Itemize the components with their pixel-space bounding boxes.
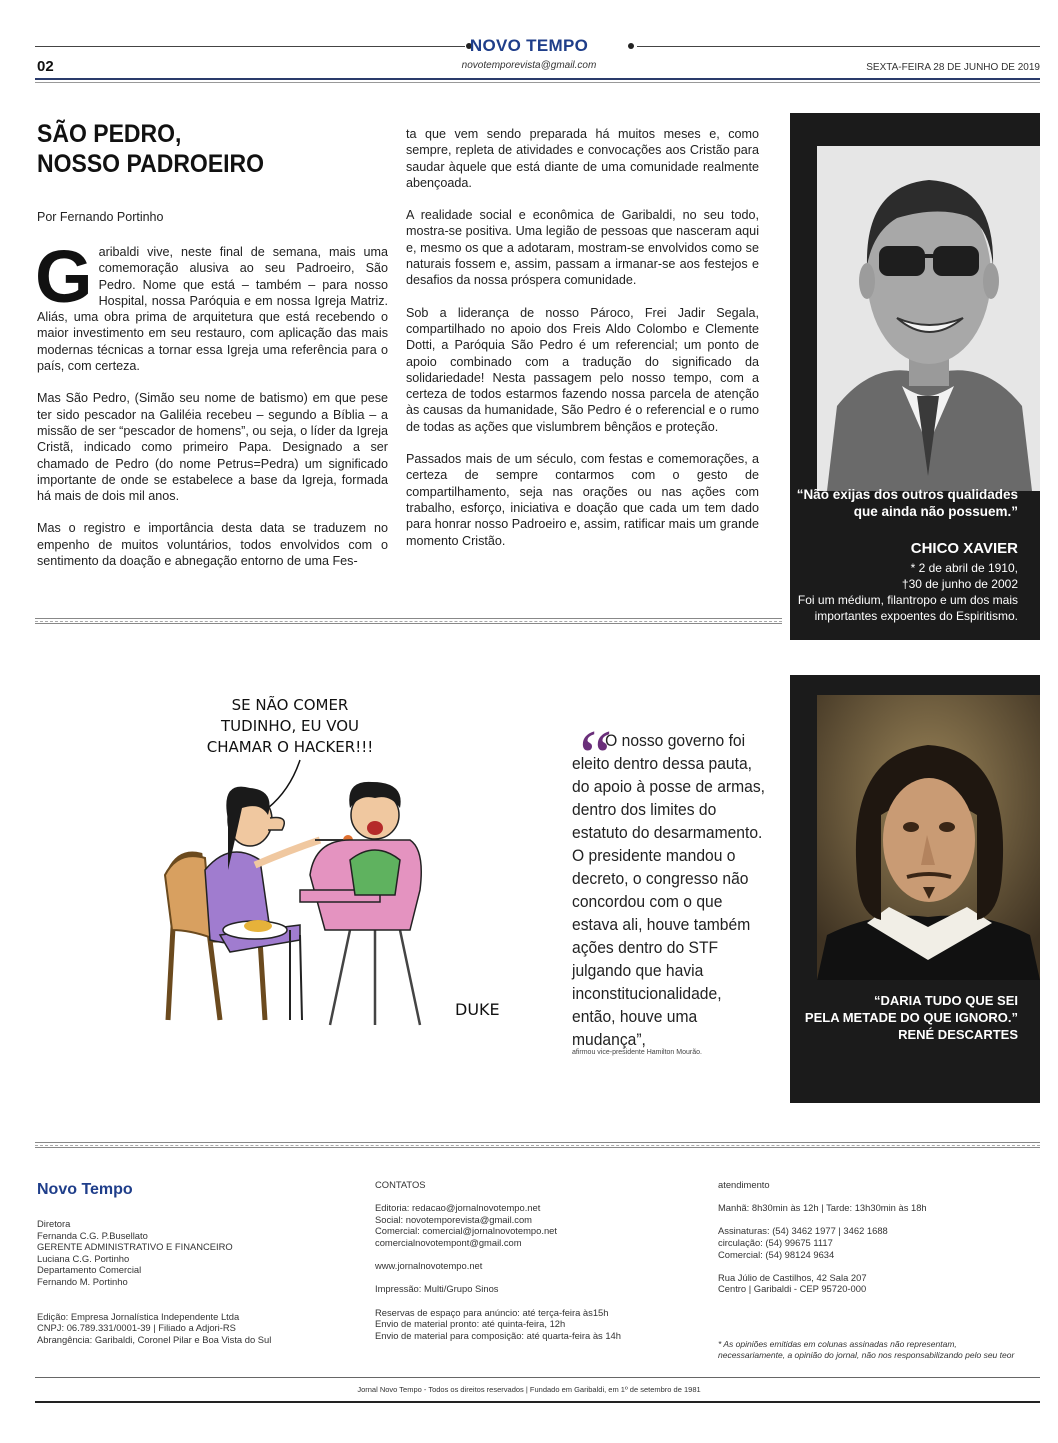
portrait-painting — [817, 695, 1040, 980]
chico-xavier-bio: * 2 de abril de 1910, †30 de junho de 2002 Foi um médium, filantropo e um dos mais importantes expoentes do Espiritismo. — [797, 561, 1018, 623]
cartoon-drawing — [150, 690, 520, 1035]
footer-staff: Diretora Fernanda C.G. P.Busellato GERENTE ADMINISTRATIVO E FINANCEIRO Luciana C.G. Portinho Departamento Comercial Fernando M. Portinho Edição: Empresa Jornalística Independente Ltda CNPJ: 06.789.331/0001-39 | Filiado a Adjori-RS Abrangência: Garibaldi, Coronel Pilar e Boa Vista do Sul — [37, 1218, 272, 1345]
cartoon-speech-line3: CHAMAR O HACKER!!! — [206, 738, 374, 756]
article-paragraph: Sob a liderança de nosso Pároco, Frei Jadir Segala, compartilhado no apoio dos Freis Aldo Colombo e Clemente Dotti, a Paróquia São Pedro é um referencial; um ponto de apoio combinado com a tradução do significado da solidariedade! Nesta passagem pelo nosso tempo, com a certeza de todos estarmos fazendo nossa parcela de atenção às causas da humanidade, São Pedro é o referencial e o rumo de todas as ações que vislumbrem bênçãos e proteção. — [406, 305, 759, 434]
article-paragraph: A realidade social e econômica de Garibaldi, no seu todo, mostra-se positiva. Uma legião de pessoas que nasceram aqui e, mesmo os que a adotaram, mostram-se envolvidos como se naturais fossem e, assim, passam a irmanar-se aos festejos e desafios da nossa próspera comunidade. — [406, 208, 759, 288]
article-title-line2: NOSSO PADROEIRO — [37, 150, 265, 178]
article-title-line1: SÃO PEDRO, — [37, 120, 182, 148]
drop-cap: G — [35, 235, 93, 318]
descartes-portrait — [817, 695, 1040, 980]
cartoon-signature: DUKE — [455, 1000, 500, 1019]
pull-quote-attribution: afirmou vice-presidente Hamilton Mourão. — [572, 1049, 702, 1056]
footer-brand: Novo Tempo — [37, 1181, 133, 1198]
footer-service: atendimento Manhã: 8h30min às 12h | Tarde: 13h30min às 18h Assinaturas: (54) 3462 1977 | 3462 1688 circulação: (54) 99675 1117 Comercial: (54) 98124 9634 Rua Júlio de Castilhos, 42 Sala 207 Centro | Garibaldi - CEP 95720-000 — [718, 1179, 927, 1295]
header-rule-thin — [35, 82, 1040, 83]
pull-quote — [572, 729, 765, 1051]
footer-copyright: Jornal Novo Tempo - Todos os direitos reservados | Fundado em Garibaldi, em 1º de setembro de 1981 — [357, 1385, 701, 1394]
cartoon-speech-line2: TUDINHO, EU VOU — [221, 717, 359, 735]
footer-divider — [35, 1142, 1040, 1148]
editorial-cartoon — [150, 690, 520, 1035]
portrait-photo — [817, 146, 1040, 491]
article-title — [37, 119, 359, 179]
page-number: 02 — [37, 58, 54, 75]
section-divider — [35, 618, 782, 624]
footer-rule-top — [35, 1377, 1040, 1378]
article-paragraph: Mas São Pedro, (Simão seu nome de batismo) em que pese ter sido pescador na Galiléia recebeu – segundo a Bíblia – a missão de ser “pescador de homens”, ou seja, o líder da Igreja Cristã, indicado como primeiro Papa. Designado a ser chamado de Pedro (do nome Petrus=Pedra) um significado importante de onde se estabelece a base da Igreja, formada há mais de dois mil anos. — [37, 391, 388, 504]
footer-contacts: CONTATOS Editoria: redacao@jornalnovotempo.net Social: novotemporevista@gmail.com Comercial: comercial@jornalnovotempo.net comercialnovotempont@gmail.com www.jornalnovotempo.net Impressão: Multi/Grupo Sinos Reservas de espaço para anúncio: até terça-feira às15h Envio de material pronto: até quinta-feira, 12h Envio de material para composição: até quarta-feira às 14h — [375, 1179, 621, 1341]
cartoon-speech-line1: SE NÃO COMER — [231, 696, 349, 714]
article-paragraph: ta que vem sendo preparada há muitos meses e, como sempre, repleta de atividades e convocações aos Cristão para saudar àquele que está diante de uma comunidade realmente abençoada. — [406, 127, 759, 190]
article-column-1 — [35, 235, 388, 585]
chico-xavier-name: CHICO XAVIER — [910, 540, 1018, 557]
article-paragraph: Passados mais de um século, com festas e comemorações, a certeza de sempre contarmos com o gesto de compartilhamento, seja nas orações ou nas ações com trabalho, esforço, iniciativa e doação que cada um tem dado para honrar nosso Padroeiro e, assim, ratificar mais um grande momento Cristão. — [406, 452, 759, 548]
footer-website-link[interactable]: www.jornalnovotempo.net — [375, 1260, 483, 1272]
footer-contacts-heading: CONTATOS — [375, 1179, 426, 1190]
quote-mark-icon: “ — [572, 716, 614, 798]
footer-email-link[interactable]: Editoria: redacao@jornalnovotempo.net — [375, 1202, 541, 1214]
footer-email-link[interactable]: Social: novotemporevista@gmail.com — [375, 1213, 532, 1225]
footer-service-heading: atendimento — [718, 1179, 770, 1190]
footer-rule-bottom — [35, 1401, 1040, 1403]
article-paragraph: Garibaldi vive, neste final de semana, mais uma comemoração alusiva ao seu Padroeiro, São Pedro. Nome que está – também – para nosso Hospital, nossa Paróquia e em nossa Igreja Matriz. Aliás, uma obra prima de arquitetura que está recebendo o maior investimento em seu restauro, com aplicação das mais modernas técnicas a tornar essa Igreja uma referência para o país, com certeza. — [35, 235, 388, 374]
descartes-quote: “DARIA TUDO QUE SEI PELA METADE DO QUE IGNORO.” RENÉ DESCARTES — [804, 993, 1018, 1042]
article-column-2 — [406, 126, 759, 565]
chico-xavier-portrait — [817, 146, 1040, 491]
issue-date: SEXTA-FEIRA 28 DE JUNHO DE 2019 — [866, 62, 1040, 73]
masthead-email: novotemporevista@gmail.com — [461, 60, 597, 71]
footer-email-link[interactable]: Comercial: comercial@jornalnovotempo.net — [375, 1225, 557, 1237]
quote-box-descartes — [790, 675, 1040, 1103]
quote-box-chico-xavier — [790, 113, 1040, 640]
footer-email-link[interactable]: comercialnovotempont@gmail.com — [375, 1236, 522, 1248]
article-byline: Por Fernando Portinho — [37, 210, 164, 224]
article-paragraph: Mas o registro e importância desta data se traduzem no empenho de muitos voluntários, todos envolvidos com o sentimento da doação e abnegação entorno de uma Fes- — [37, 521, 388, 569]
pull-quote-text: O nosso governo foi eleito dentro dessa pauta, do apoio à posse de armas, dentro dos limites do estatuto do desarmamento. O presidente mandou o decreto, o congresso não concordou com o que estava ali, houve também ações dentro do STF julgando que havia inconstitucionalidade, então, houve uma mudança”, — [572, 731, 766, 1049]
newspaper-title: NOVO TEMPO — [469, 36, 589, 55]
header-rule — [35, 78, 1040, 80]
descartes-name: RENÉ DESCARTES — [898, 1027, 1018, 1042]
footer-disclaimer: * As opiniões emitidas em colunas assinadas não representam, necessariamente, a opinião do jornal, não nos responsabilizando pelo seu teor — [718, 1339, 1015, 1360]
chico-xavier-quote: “Não exijas dos outros qualidades que ainda não possuem.” — [796, 487, 1018, 519]
